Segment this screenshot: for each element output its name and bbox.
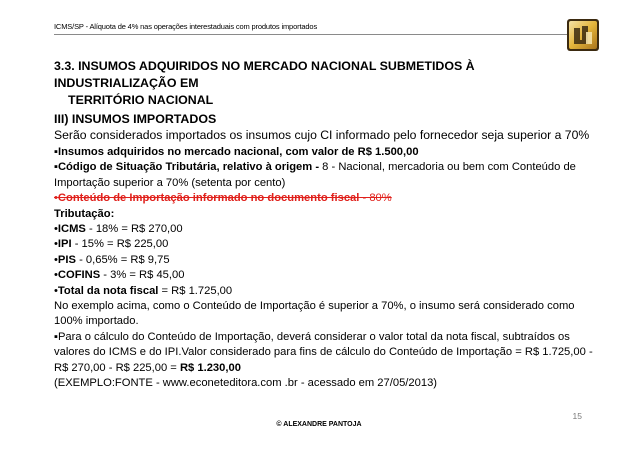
source-citation: (EXEMPLO:FONTE - www.econeteditora.com .br - acessado em 27/05/2013) <box>54 377 438 390</box>
slide-content <box>54 58 594 392</box>
bullet-icon: • <box>54 269 58 282</box>
logo-icon <box>566 18 600 52</box>
subsection-title: III) INSUMOS IMPORTADOS <box>54 112 217 126</box>
section-title-line2: TERRITÓRIO NACIONAL <box>68 93 214 107</box>
square-bullet-icon: ▪ <box>54 146 58 158</box>
page-number: 15 <box>572 411 582 421</box>
tax-cofins: •COFINS - 3% = R$ 45,00 <box>54 269 185 282</box>
example-paragraph: No exemplo acima, como o Conteúdo de Importação é superior a 70%, o insumo será considerado como 100% importado. <box>54 300 575 328</box>
calc-paragraph: ▪Para o cálculo do Conteúdo de Importação, deverá considerar o valor total da nota fiscal, subtraídos os valores do ICMS e do IPI.Valor considerado para fins de cálculo do Conteúdo de Importação = R$ 1.725,00 - R$ 270,00 - R$ 225,00 = R$ 1.230,00 <box>54 330 593 374</box>
bullet-icon: • <box>54 253 58 266</box>
tributacao-label: Tributação: <box>54 207 115 220</box>
bullet-icon: • <box>54 238 58 251</box>
intro-paragraph: Serão considerados importados os insumos cujo CI informado pelo fornecedor seja superior a 70% <box>54 128 590 142</box>
item-insumos: ▪Insumos adquiridos no mercado nacional, com valor de R$ 1.500,00 <box>54 146 419 158</box>
square-bullet-icon: ▪ <box>54 330 58 343</box>
square-bullet-icon: ▪ <box>54 161 58 174</box>
section-title <box>54 58 594 109</box>
header-divider <box>54 34 584 35</box>
header-title: ICMS/SP - Alíquota de 4% nas operações interestaduais com produtos importados <box>54 22 318 31</box>
tax-total: •Total da nota fiscal = R$ 1.725,00 <box>54 284 233 297</box>
bullet-icon: • <box>54 284 58 297</box>
tax-ipi: •IPI - 15% = R$ 225,00 <box>54 238 169 251</box>
bullet-icon: • <box>54 192 58 205</box>
bullet-icon: • <box>54 223 58 236</box>
item-cst: ▪Código de Situação Tributária, relativo à origem - 8 - Nacional, mercadoria ou bem com Conteúdo de Importação superior a 70% (setenta por cento) <box>54 161 576 189</box>
tax-pis: •PIS - 0,65% = R$ 9,75 <box>54 253 170 266</box>
section-title-line1: 3.3. INSUMOS ADQUIRIDOS NO MERCADO NACIONAL SUBMETIDOS À INDUSTRIALIZAÇÃO EM <box>54 59 475 90</box>
item-conteudo-importacao: •Conteúdo de Importação informado no documento fiscal - 80% <box>54 192 392 205</box>
tax-icms: •ICMS - 18% = R$ 270,00 <box>54 223 183 236</box>
footer-author: © ALEXANDRE PANTOJA <box>276 421 362 428</box>
